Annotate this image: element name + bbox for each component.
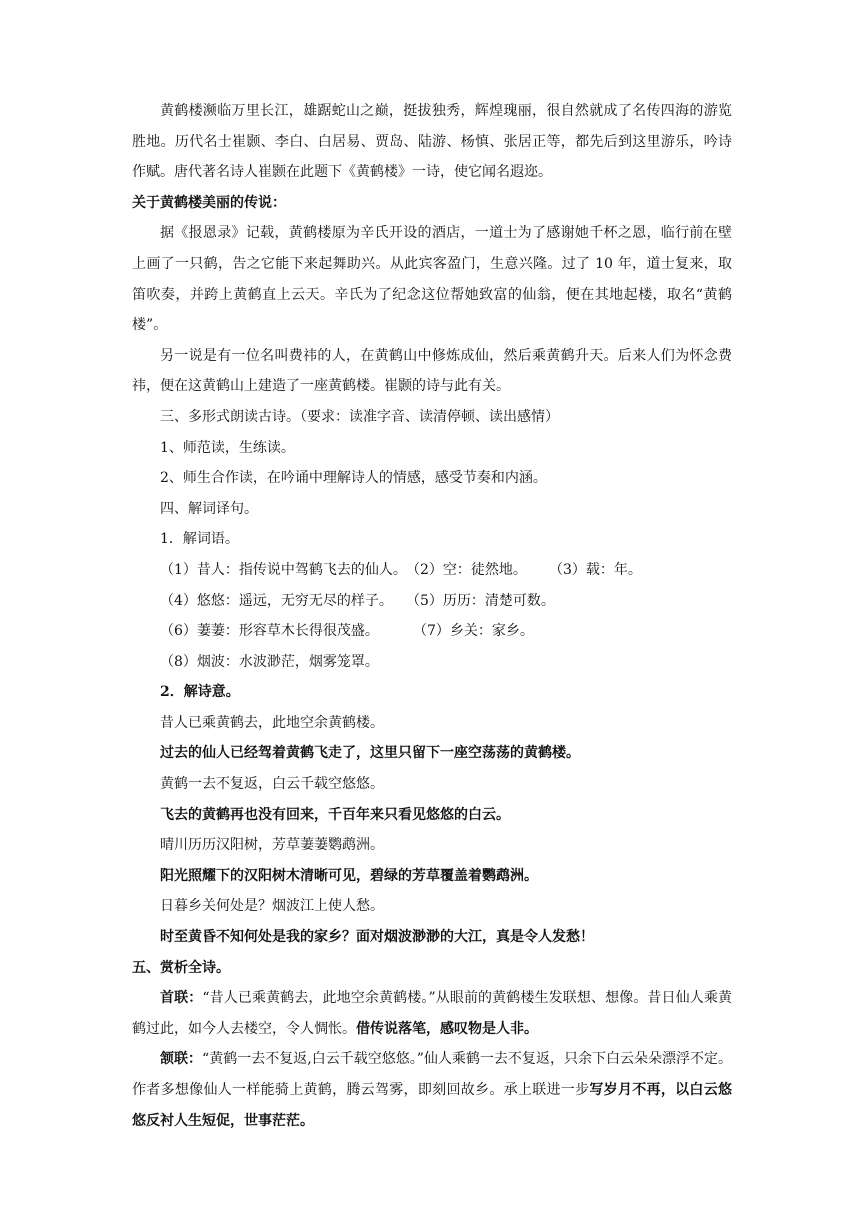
definition-item: （1）昔人：指传说中驾鹤飞去的仙人。 — [160, 561, 407, 578]
definition-item: （2）空：徒然地。 — [406, 561, 527, 578]
definition-item: （6）萋萋：形容草木长得很茂盛。 — [160, 623, 379, 640]
definition-row — [160, 586, 732, 617]
analysis-label: 颔联： — [160, 1051, 203, 1068]
word-definitions — [132, 555, 732, 677]
document-body — [132, 96, 732, 1136]
definition-item: （5）历历：清楚可数。 — [406, 592, 555, 609]
intro-paragraph: 黄鹤楼濒临万里长江，雄踞蛇山之巅，挺拔独秀，辉煌瑰丽，很自然就成了名传四海的游览胜地。历代名士崔颢、李白、白居易、贾岛、陆游、杨慎、张居正等，都先后到这里游乐，吟诗作赋。唐代著名诗人崔颢在此题下《黄鹤楼》一诗，使它闻名遐迩。 — [132, 103, 732, 181]
analysis-label: 首联： — [160, 990, 203, 1007]
definition-row — [160, 616, 732, 647]
definition-item: （8）烟波：水波渺茫，烟雾笼罩。 — [160, 653, 379, 670]
definition-row — [160, 647, 732, 678]
poem-meaning: 时至黄昏不知何处是我的家乡？面对烟波渺渺的大江，真是令人发愁！ — [160, 929, 594, 946]
analysis-emphasis: 写岁月不再，以白云悠悠反衬人生短促，世事茫茫。 — [132, 1082, 733, 1129]
analysis-text: “昔人已乘黄鹤去，此地空余黄鹤楼。”从眼前的黄鹤楼生发联想、想像。昔日仙人乘黄鹤过此，如今人去楼空，令人惆怅。 — [132, 990, 733, 1037]
section-3-item-1: 1、师范读，生练读。 — [160, 439, 295, 456]
legend-paragraph-1: 据《报恩录》记载，黄鹤楼原为辛氏开设的酒店，一道士为了感谢她千杯之恩，临行前在壁上画了一只鹤，告之它能下来起舞助兴。从此宾客盈门，生意兴隆。过了 10 年，道士复来，取笛吹奏，并跨上黄鹤直上云天。辛氏为了纪念这位帮她致富的仙翁，便在其地起楼，取名“黄鹤楼”。 — [132, 225, 732, 334]
definition-row — [160, 555, 732, 586]
definition-item: （7）乡关：家乡。 — [413, 623, 534, 640]
definition-item: （4）悠悠：遥远，无穷无尽的样子。 — [160, 592, 393, 609]
poem-meaning: 阳光照耀下的汉阳树木清晰可见，碧绿的芳草覆盖着鹦鹉洲。 — [160, 867, 538, 884]
section-5-title: 五、赏析全诗。 — [132, 959, 230, 976]
section-3-title: 三、多形式朗读古诗。（要求：读准字音、读清停顿、读出感情） — [160, 408, 559, 425]
poem-line: 昔人已乘黄鹤去，此地空余黄鹤楼。 — [160, 714, 384, 731]
section-4-title: 四、解词译句。 — [160, 500, 258, 517]
analysis-shoulian — [132, 983, 732, 1044]
poem-meaning: 过去的仙人已经驾着黄鹤飞走了，这里只留下一座空荡荡的黄鹤楼。 — [160, 745, 580, 762]
section-3-item-2: 2、师生合作读，在吟诵中理解诗人的情感，感受节奏和内涵。 — [160, 470, 547, 487]
poem-line: 日暮乡关何处是？烟波江上使人愁。 — [160, 898, 384, 915]
analysis-text: “黄鹤一去不复返,白云千载空悠悠。”仙人乘鹤一去不复返，只余下白云朵朵漂浮不定。作者多想像仙人一样能骑上黄鹤，腾云驾雾，即刻回故乡。承上联进一步 — [132, 1051, 733, 1098]
poem-meaning: 飞去的黄鹤再也没有回来，千百年来只看见悠悠的白云。 — [160, 806, 510, 823]
definition-item: （3）载：年。 — [549, 561, 642, 578]
poem-line: 黄鹤一去不复返，白云千载空悠悠。 — [160, 776, 384, 793]
section-4-sub-1: 1．解词语。 — [160, 531, 239, 548]
analysis-emphasis: 借传说落笔，感叹物是人非。 — [356, 1020, 538, 1037]
analysis-hanlian — [132, 1044, 732, 1136]
legend-heading: 关于黄鹤楼美丽的传说： — [132, 194, 286, 211]
poem-line: 晴川历历汉阳树，芳草萋萋鹦鹉洲。 — [160, 837, 384, 854]
section-4-sub-2: 2．解诗意。 — [160, 684, 240, 701]
legend-paragraph-2: 另一说是有一位名叫费祎的人，在黄鹤山中修炼成仙，然后乘黄鹤升天。后来人们为怀念费祎，便在这黄鹤山上建造了一座黄鹤楼。崔颢的诗与此有关。 — [132, 347, 732, 395]
